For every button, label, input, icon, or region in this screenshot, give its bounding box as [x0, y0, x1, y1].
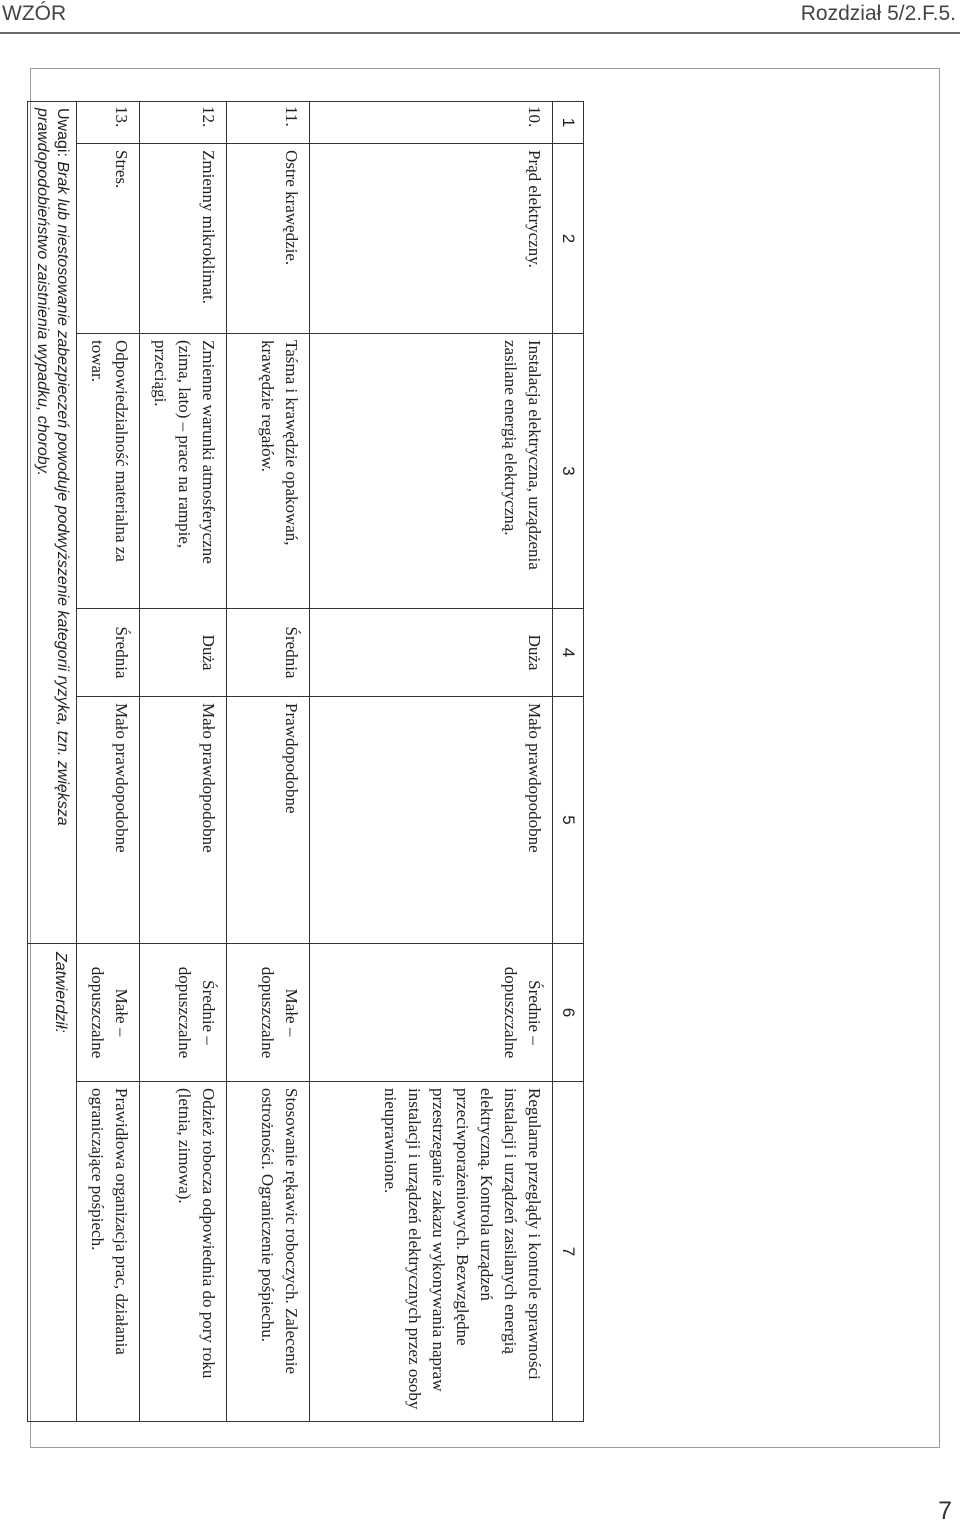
notes-cell: [28, 102, 77, 944]
severity-cell: Średnia: [227, 609, 310, 697]
approval-label: Zatwierdził:: [52, 952, 69, 1033]
hazard-cell: Stres.: [77, 144, 140, 334]
risk-cell: Małe – dopuszczalne: [77, 944, 140, 1082]
notes-text: Brak lub niestosowanie zabezpieczeń powoduje podwyższenie kategorii ryzyka, tzn. zwiększa prawdopodobieństwo zaistnienia wypadku, choroby.: [34, 108, 71, 826]
hazard-cell: Ostre krawędzie.: [227, 144, 310, 334]
table-row: [140, 102, 227, 1422]
severity-cell: Duża: [140, 609, 227, 697]
column-header-6: 6: [553, 944, 584, 1082]
hazard-cell: Prąd elektryczny.: [310, 144, 553, 334]
column-header-1: 1: [553, 102, 584, 144]
rotated-table-container: [34, 101, 584, 1421]
column-header-7: 7: [553, 1082, 584, 1422]
hazard-cell: Zmienny mikroklimat.: [140, 144, 227, 334]
risk-cell: Małe – dopuszczalne: [227, 944, 310, 1082]
row-number: 11.: [227, 102, 310, 144]
notes-label: Uwagi:: [54, 108, 71, 157]
column-header-3: 3: [553, 334, 584, 609]
risk-cell: Średnie – dopuszczalne: [310, 944, 553, 1082]
table-row: [227, 102, 310, 1422]
probability-cell: Mało prawdopodobne: [140, 697, 227, 944]
row-number: 12.: [140, 102, 227, 144]
column-header-4: 4: [553, 609, 584, 697]
header-divider: [0, 32, 960, 34]
source-cell: Odpowiedzialność materialna za towar.: [77, 334, 140, 609]
measures-cell: Prawidłowa organizacja prac, działania ograniczające pośpiech.: [77, 1082, 140, 1422]
row-number: 10.: [310, 102, 553, 144]
column-header-row: [553, 102, 584, 1422]
measures-cell: Odzież robocza odpowiednia do pory roku (letnia, zimowa).: [140, 1082, 227, 1422]
measures-cell: Regularne przeglądy i kontrole sprawności instalacji i urządzeń zasilanych energią elektryczną. Kontrola urządzeń przeciwporażeniowych. Bezwzględne przestrzeganie zakazu wykonywania napraw instalacji i urządzeń elektrycznych przez osoby nieuprawnione.: [310, 1082, 553, 1422]
page-number: 7: [938, 1497, 952, 1525]
risk-assessment-table: [27, 101, 584, 1422]
source-cell: Zmienne warunki atmosferyczne (zima, lato) – prace na rampie, przeciągi.: [140, 334, 227, 609]
row-number: 13.: [77, 102, 140, 144]
approval-cell: [28, 944, 77, 1422]
risk-cell: Średnie – dopuszczalne: [140, 944, 227, 1082]
document-label: WZÓR: [2, 2, 67, 25]
probability-cell: Mało prawdopodobne: [310, 697, 553, 944]
table-row: [310, 102, 553, 1422]
severity-cell: Średnia: [77, 609, 140, 697]
table-row: [77, 102, 140, 1422]
column-header-2: 2: [553, 144, 584, 334]
source-cell: Taśma i krawędzie opakowań, krawędzie regałów.: [227, 334, 310, 609]
probability-cell: Mało prawdopodobne: [77, 697, 140, 944]
footer-row: [28, 102, 77, 1422]
measures-cell: Stosowanie rękawic roboczych. Zalecenie ostrożności. Ograniczenie pośpiechu.: [227, 1082, 310, 1422]
source-cell: Instalacja elektryczna, urządzenia zasilane energią elektryczną.: [310, 334, 553, 609]
severity-cell: Duża: [310, 609, 553, 697]
section-reference: Rozdział 5/2.F.5.: [800, 2, 956, 25]
probability-cell: Prawdopodobne: [227, 697, 310, 944]
column-header-5: 5: [553, 697, 584, 944]
